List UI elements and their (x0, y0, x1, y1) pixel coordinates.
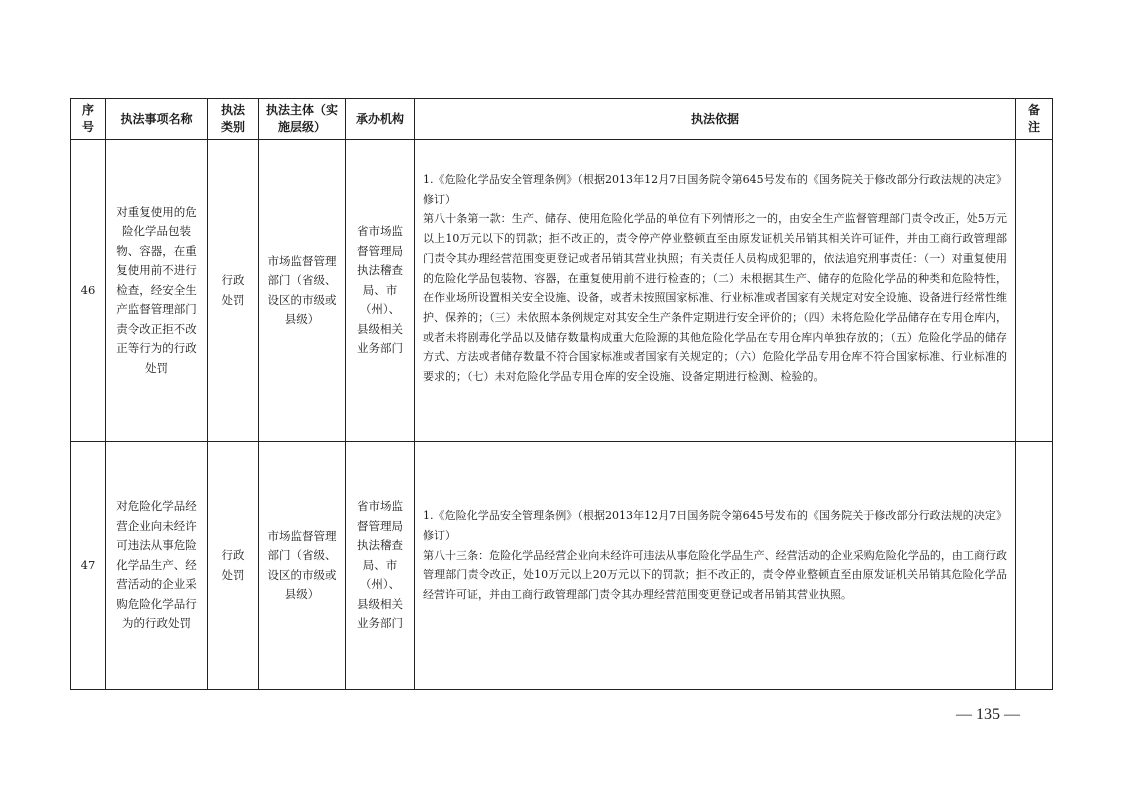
handling-agency: 省市场监督管理局执法稽查局、市（州）、县级相关业务部门 (346, 442, 415, 690)
basis-title: 1.《危险化学品安全管理条例》（根据2013年12月7日国务院令第645号发布的《国务院关于修改部分行政法规的决定》修订） (423, 509, 1007, 542)
item-name: 对重复使用的危险化学品包装物、容器，在重复使用前不进行检查，经安全生产监督管理部门责令改正拒不改正等行为的行政处罚 (106, 140, 208, 442)
header-basis: 执法依据 (415, 99, 1016, 140)
remarks (1016, 442, 1053, 690)
header-agency: 承办机构 (346, 99, 415, 140)
basis-title: 1.《危险化学品安全管理条例》（根据2013年12月7日国务院令第645号发布的《国务院关于修改部分行政法规的决定》修订） (423, 173, 1007, 206)
header-remarks: 备注 (1016, 99, 1053, 140)
row-number: 46 (71, 140, 106, 442)
enforcement-category: 行政处罚 (208, 442, 259, 690)
header-no: 序号 (71, 99, 106, 140)
basis-text: 第八十条第一款：生产、储存、使用危险化学品的单位有下列情形之一的，由安全生产监督管理部门责令改正，处5万元以上10万元以下的罚款；拒不改正的，责令停产停业整顿直至由原发证机关吊销其相关许可证件，并由工商行政管理部门责令其办理经营范围变更登记或者吊销其营业执照；有关责任人员构成犯罪的，依法追究刑事责任：（一）对重复使用的危险化学品包装物、容器，在重复使用前不进行检查的；（二）未根据其生产、储存的危险化学品的种类和危险特性，在作业场所设置相关安全设施、设备，或者未按照国家标准、行业标准或者国家有关规定对安全设施、设备进行经常性维护、保养的；（三）未依照本条例规定对其安全生产条件定期进行安全评价的；（四）未将危险化学品储存在专用仓库内，或者未将剧毒化学品以及储存数量构成重大危险源的其他危险化学品在专用仓库内单独存放的；（五）危险化学品的储存方式、方法或者储存数量不符合国家标准或者国家有关规定的；（六）危险化学品专用仓库不符合国家标准、行业标准的要求的；（七）未对危险化学品专用仓库的安全设施、设备定期进行检测、检验的。 (423, 212, 1007, 384)
enforcement-category: 行政处罚 (208, 140, 259, 442)
header-category: 执法类别 (208, 99, 259, 140)
basis-text: 第八十三条：危险化学品经营企业向未经许可违法从事危险化学品生产、经营活动的企业采购危险化学品的，由工商行政管理部门责令改正，处10万元以上20万元以下的罚款；拒不改正的，责令停业整顿直至由原发证机关吊销其危险化学品经营许可证，并由工商行政管理部门责令其办理经营范围变更登记或者吊销其营业执照。 (423, 548, 1007, 602)
header-item-name: 执法事项名称 (106, 99, 208, 140)
enforcement-subject: 市场监督管理部门（省级、设区的市级或县级） (259, 442, 346, 690)
page-number: — 135 — (956, 706, 1020, 723)
enforcement-table (70, 98, 1053, 690)
legal-basis (415, 442, 1016, 690)
item-name: 对危险化学品经营企业向未经许可违法从事危险化学品生产、经营活动的企业采购危险化学品行为的行政处罚 (106, 442, 208, 690)
legal-basis (415, 140, 1016, 442)
header-subject: 执法主体（实施层级） (259, 99, 346, 140)
handling-agency: 省市场监督管理局执法稽查局、市（州）、县级相关业务部门 (346, 140, 415, 442)
header-row (71, 99, 1053, 140)
row-number: 47 (71, 442, 106, 690)
table-row (71, 442, 1053, 690)
table-row (71, 140, 1053, 442)
enforcement-subject: 市场监督管理部门（省级、设区的市级或县级） (259, 140, 346, 442)
remarks (1016, 140, 1053, 442)
